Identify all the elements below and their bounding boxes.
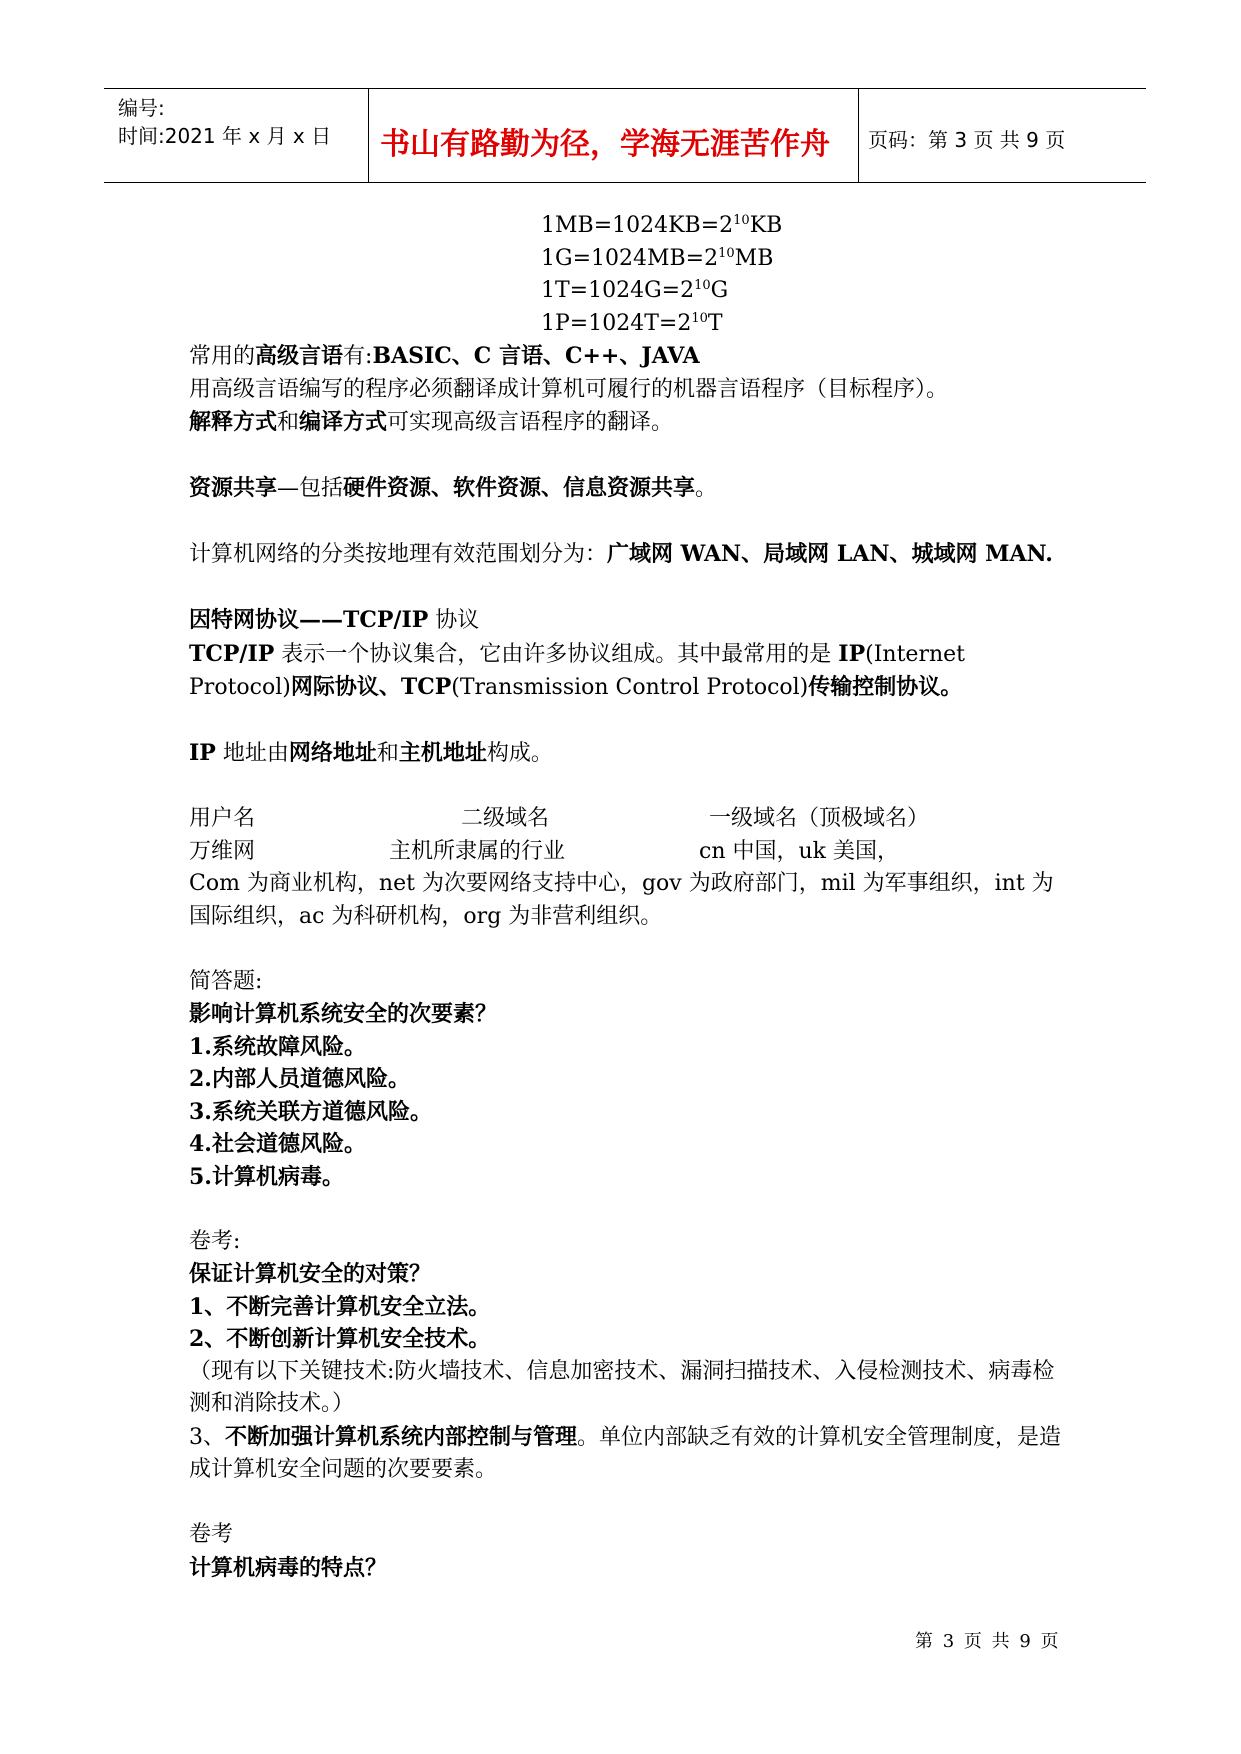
serial-label: 编号: <box>118 96 165 120</box>
list-item: 2、不断创新计算机安全技术。 <box>189 1326 491 1352</box>
tcpip-description: TCP/IP 表示一个协议集合，它由许多协议组成。其中最常用的是 IP(Internet Protocol)网际协议、TCP(Transmission Control Protocol)传输控制协议。 <box>189 640 965 700</box>
list-item: 1、不断完善计算机安全立法。 <box>189 1293 491 1320</box>
exam-label: 卷考 <box>189 1522 234 1547</box>
question-security-factors: 影响计算机系统安全的次要素？ <box>189 1001 498 1027</box>
document-body <box>189 210 1069 1584</box>
page-footer: 第 3 页 共 9 页 <box>915 1631 1061 1652</box>
question-security-measures: 保证计算机安全的对策？ <box>189 1261 432 1287</box>
translation-methods: 解释方式和编译方式可实现高级言语程序的翻译。 <box>189 409 674 435</box>
resource-sharing: 资源共享—包括硬件资源、软件资源、信息资源共享。 <box>189 475 718 501</box>
header-motto: 书山有路勤为径，学海无涯苦作舟 <box>380 127 830 162</box>
domain-list: Com 为商业机构，net 为次要网络支持中心，gov 为政府部门，mil 为军事组织，int 为国际组织，ac 为科研机构，org 为非营利组织。 <box>189 871 1054 929</box>
ip-address-composition: IP 地址由网络地址和主机地址构成。 <box>189 740 553 766</box>
list-item: 3、不断加强计算机系统内部控制与管理。单位内部缺乏有效的计算机安全管理制度，是造成计算机安全问题的次要要素。 <box>189 1423 1062 1482</box>
list-item: 2.内部人员道德风险。 <box>189 1066 410 1092</box>
domain-header-row: 用户名 二级域名 一级域名（顶极域名） <box>189 806 930 831</box>
translation-note: 用高级言语编写的程序必须翻译成计算机可履行的机器言语程序（目标程序）。 <box>189 376 949 402</box>
header-divider-left <box>368 88 369 183</box>
list-item: 1.系统故障风险。 <box>189 1033 366 1060</box>
network-classification: 计算机网络的分类按地理有效范围划分为：广域网 WAN、局域网 LAN、城域网 MAN. <box>189 541 1053 567</box>
short-answer-label: 简答题: <box>189 968 263 994</box>
list-item: 4.社会道德风险。 <box>189 1131 366 1157</box>
header-page-label: 页码：第 3 页 共 9 页 <box>868 128 1066 152</box>
time-label: 时间:2021 年 x 月 x 日 <box>118 124 332 148</box>
question-virus-features: 计算机病毒的特点？ <box>189 1554 388 1581</box>
formula-line: $1MB=1024KB=2^{10}KB$ <box>541 213 783 238</box>
key-technologies-note: （现有以下关键技术:防火墙技术、信息加密技术、漏洞扫描技术、入侵检测技术、病毒检测和消除技术。） <box>189 1358 1055 1416</box>
header-divider-right <box>858 88 859 183</box>
tcpip-heading: 因特网协议——TCP/IP 协议 <box>189 607 480 633</box>
high-level-languages: 常用的高级言语有:BASIC、C 言语、C++、JAVA <box>189 343 700 369</box>
header-top-rule <box>104 88 1146 89</box>
formula-line: $1G=1024MB=2^{10}MB$ <box>541 245 774 271</box>
list-item: 3.系统关联方道德风险。 <box>189 1098 432 1125</box>
exam-label: 卷考: <box>189 1228 241 1254</box>
header-bottom-rule <box>104 182 1146 183</box>
list-item: 5.计算机病毒。 <box>189 1163 344 1190</box>
domain-example-row: 万维网 主机所隶属的行业 cn 中国，uk 美国， <box>189 838 899 864</box>
formula-line: $1P=1024T=2^{10}T$ <box>541 310 723 336</box>
formula-line: $1T=1024G=2^{10}G$ <box>541 278 729 303</box>
